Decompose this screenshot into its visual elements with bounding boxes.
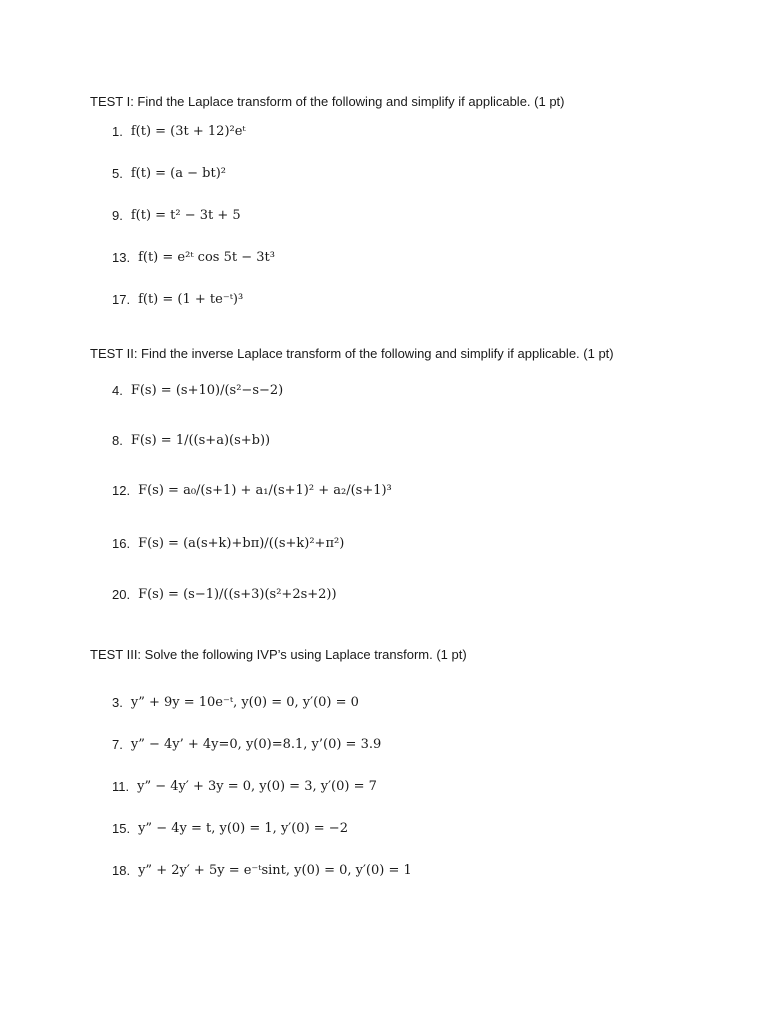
test2-item-8	[112, 430, 270, 450]
item-expression: f(t) = e²ᵗ cos 5t − 3t³	[138, 249, 275, 265]
item-number: 3.	[112, 694, 123, 710]
item-expression: F(s) = a₀/(s+1) + a₁/(s+1)² + a₂/(s+1)³	[138, 482, 392, 498]
item-number: 18.	[112, 862, 131, 878]
item-number: 17.	[112, 291, 131, 307]
item-number: 15.	[112, 820, 131, 836]
item-expression: y” − 4y = t, y(0) = 1, y′(0) = −2	[138, 820, 348, 836]
item-number: 11.	[112, 778, 130, 794]
item-expression: f(t) = (1 + te⁻ᵗ)³	[138, 291, 244, 307]
test1-heading: TEST I: Find the Laplace transform of the following and simplify if applicable. (1 pt)	[90, 94, 565, 109]
item-number: 8.	[112, 432, 123, 448]
item-number: 12.	[112, 482, 131, 498]
item-number: 13.	[112, 249, 131, 265]
item-expression: F(s) = 1/((s+a)(s+b))	[130, 432, 271, 448]
test2-item-20	[112, 584, 337, 604]
test1-item-13	[112, 247, 275, 267]
item-expression: f(t) = (a − bt)²	[130, 165, 226, 181]
item-expression: y” + 2y′ + 5y = e⁻ᵗsint, y(0) = 0, y′(0) = 1	[138, 862, 412, 878]
test3-item-3	[112, 692, 359, 712]
test3-item-18	[112, 860, 412, 880]
item-number: 20.	[112, 586, 131, 602]
test3-heading: TEST III: Solve the following IVP’s using Laplace transform. (1 pt)	[90, 647, 467, 662]
test2-item-16	[112, 533, 344, 553]
test2-heading: TEST II: Find the inverse Laplace transform of the following and simplify if applicable. (1 pt)	[90, 346, 614, 361]
test2-item-4	[112, 380, 283, 400]
test2-item-12	[112, 480, 392, 500]
test3-item-11	[112, 776, 377, 796]
item-expression: f(t) = (3t + 12)²eᵗ	[130, 123, 246, 139]
item-number: 5.	[112, 165, 123, 181]
item-number: 9.	[112, 207, 123, 223]
item-expression: F(s) = (s+10)/(s²−s−2)	[130, 382, 284, 398]
item-expression: y” − 4y’ + 4y=0, y(0)=8.1, y’(0) = 3.9	[130, 736, 382, 752]
test1-item-9	[112, 205, 241, 225]
item-expression: y” − 4y′ + 3y = 0, y(0) = 3, y′(0) = 7	[137, 778, 377, 794]
test3-item-7	[112, 734, 381, 754]
item-expression: F(s) = (a(s+k)+bπ)/((s+k)²+π²)	[138, 535, 345, 551]
item-number: 1.	[112, 123, 123, 139]
test3-item-15	[112, 818, 348, 838]
item-number: 4.	[112, 382, 123, 398]
item-expression: f(t) = t² − 3t + 5	[130, 207, 241, 223]
item-number: 7.	[112, 736, 123, 752]
test1-item-1	[112, 121, 246, 141]
item-expression: y” + 9y = 10e⁻ᵗ, y(0) = 0, y′(0) = 0	[130, 694, 359, 710]
item-expression: F(s) = (s−1)/((s+3)(s²+2s+2))	[138, 586, 337, 602]
test1-item-17	[112, 289, 243, 309]
test1-item-5	[112, 163, 226, 183]
item-number: 16.	[112, 535, 131, 551]
